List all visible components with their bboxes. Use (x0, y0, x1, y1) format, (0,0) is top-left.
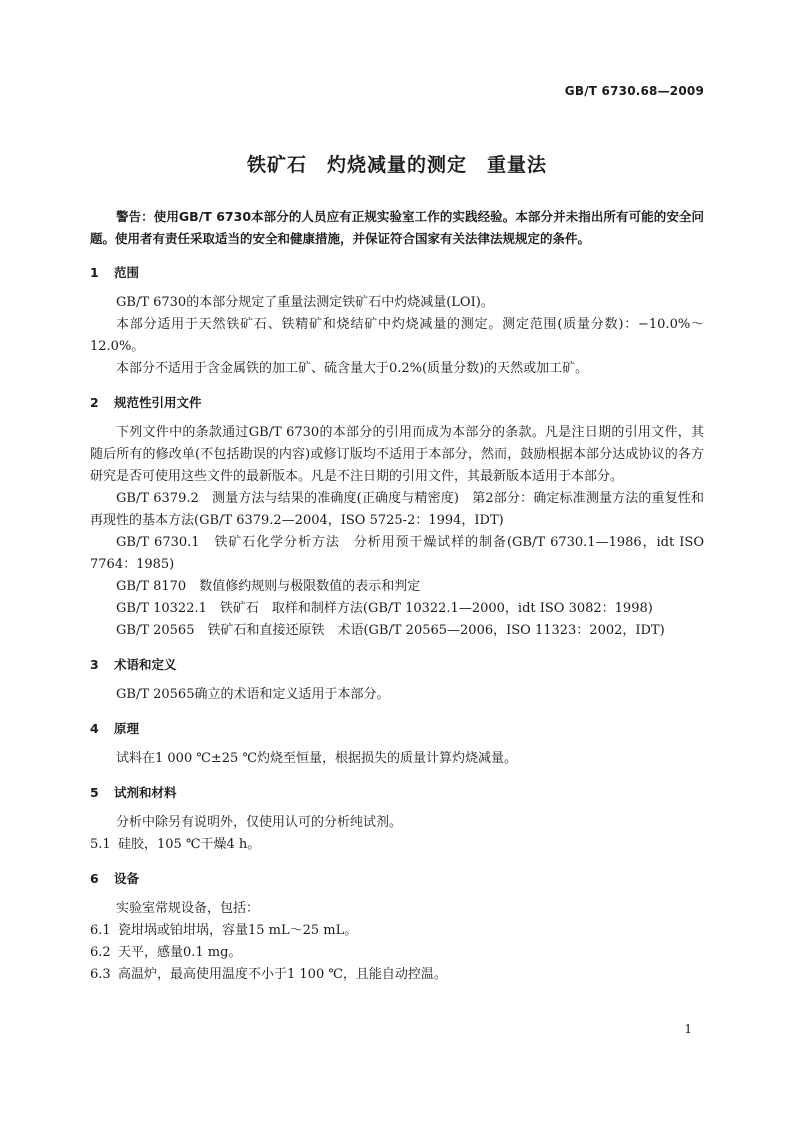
document-title: 铁矿石 灼烧减量的测定 重量法 (246, 154, 547, 176)
list-item (90, 834, 704, 856)
section-heading-apparatus (90, 868, 704, 890)
document-page (90, 0, 704, 1123)
section-number: 3 (90, 657, 99, 672)
paragraph: 本部分适用于天然铁矿石、铁精矿和烧结矿中灼烧减量的测定。测定范围(质量分数)：−10.0%～12.0%。 (90, 317, 704, 354)
reference-entry: GB/T 10322.1 铁矿石 取样和制样方法(GB/T 10322.1—2000，idt ISO 3082：1998) (116, 601, 653, 616)
reference-entry: GB/T 6379.2 测量方法与结果的准确度(正确度与精密度) 第2部分：确定标准测量方法的重复性和再现性的基本方法(GB/T 6379.2—2004，ISO 5725-2：1994，IDT) (90, 491, 704, 528)
standard-code: GB/T 6730.68—2009 (564, 84, 704, 98)
section-title: 试剂和材料 (114, 785, 177, 800)
section-number: 4 (90, 721, 99, 736)
reference-entry: GB/T 20565 铁矿石和直接还原铁 术语(GB/T 20565—2006，ISO 11323：2002，IDT) (116, 623, 665, 638)
paragraph: 分析中除另有说明外，仅使用认可的分析纯试剂。 (116, 815, 403, 830)
list-item (90, 942, 704, 964)
item-text: 高温炉，最高使用温度不小于1 100 ℃，且能自动控温。 (118, 967, 447, 982)
section-heading-normative-references (90, 392, 704, 414)
reference-entry: GB/T 8170 数值修约规则与极限数值的表示和判定 (116, 579, 421, 594)
section-title: 术语和定义 (114, 657, 177, 672)
item-number: 6.1 (90, 923, 111, 938)
paragraph: GB/T 20565确立的术语和定义适用于本部分。 (116, 687, 390, 702)
section-title: 规范性引用文件 (114, 395, 202, 410)
item-text: 硅胶，105 ℃干燥4 h。 (118, 837, 261, 852)
item-text: 瓷坩埚或铂坩埚，容量15 mL～25 mL。 (118, 923, 358, 938)
section-number: 2 (90, 395, 99, 410)
reference-entry: GB/T 6730.1 铁矿石化学分析方法 分析用预干燥试样的制备(GB/T 6730.1—1986，idt ISO 7764：1985) (90, 535, 704, 572)
section-heading-terms (90, 654, 704, 676)
paragraph: GB/T 6730的本部分规定了重量法测定铁矿石中灼烧减量(LOI)。 (116, 295, 494, 310)
section-number: 6 (90, 871, 99, 886)
page-number: 1 (684, 1022, 692, 1036)
section-number: 1 (90, 265, 99, 280)
paragraph: 本部分不适用于含金属铁的加工矿、硫含量大于0.2%(质量分数)的天然或加工矿。 (116, 361, 589, 376)
paragraph: 实验室常规设备，包括： (116, 901, 260, 916)
item-number: 5.1 (90, 837, 111, 852)
section-title: 设备 (114, 871, 140, 886)
list-item (90, 964, 704, 986)
paragraph: 试料在1 000 ℃±25 ℃灼烧至恒量，根据损失的质量计算灼烧减量。 (116, 751, 518, 766)
item-number: 6.2 (90, 945, 111, 960)
document-body (90, 206, 704, 986)
section-number: 5 (90, 785, 99, 800)
warning-paragraph: 警告：使用GB/T 6730本部分的人员应有正规实验室工作的实践经验。本部分并未指出所有可能的安全问题。使用者有责任采取适当的安全和健康措施，并保证符合国家有关法律法规规定的条件。 (90, 209, 704, 246)
section-heading-reagents (90, 782, 704, 804)
section-title: 范围 (114, 265, 140, 280)
section-heading-principle (90, 718, 704, 740)
section-title: 原理 (114, 721, 140, 736)
section-heading-scope (90, 262, 704, 284)
item-text: 天平，感量0.1 mg。 (118, 945, 242, 960)
list-item (90, 920, 704, 942)
paragraph: 下列文件中的条款通过GB/T 6730的本部分的引用而成为本部分的条款。凡是注日期的引用文件，其随后所有的修改单(不包括勘误的内容)或修订版均不适用于本部分，然而，鼓励根据本部分达成协议的各方研究是否可使用这些文件的最新版本。凡是不注日期的引用文件，其最新版本适用于本部分。 (90, 425, 704, 484)
item-number: 6.3 (90, 967, 111, 982)
